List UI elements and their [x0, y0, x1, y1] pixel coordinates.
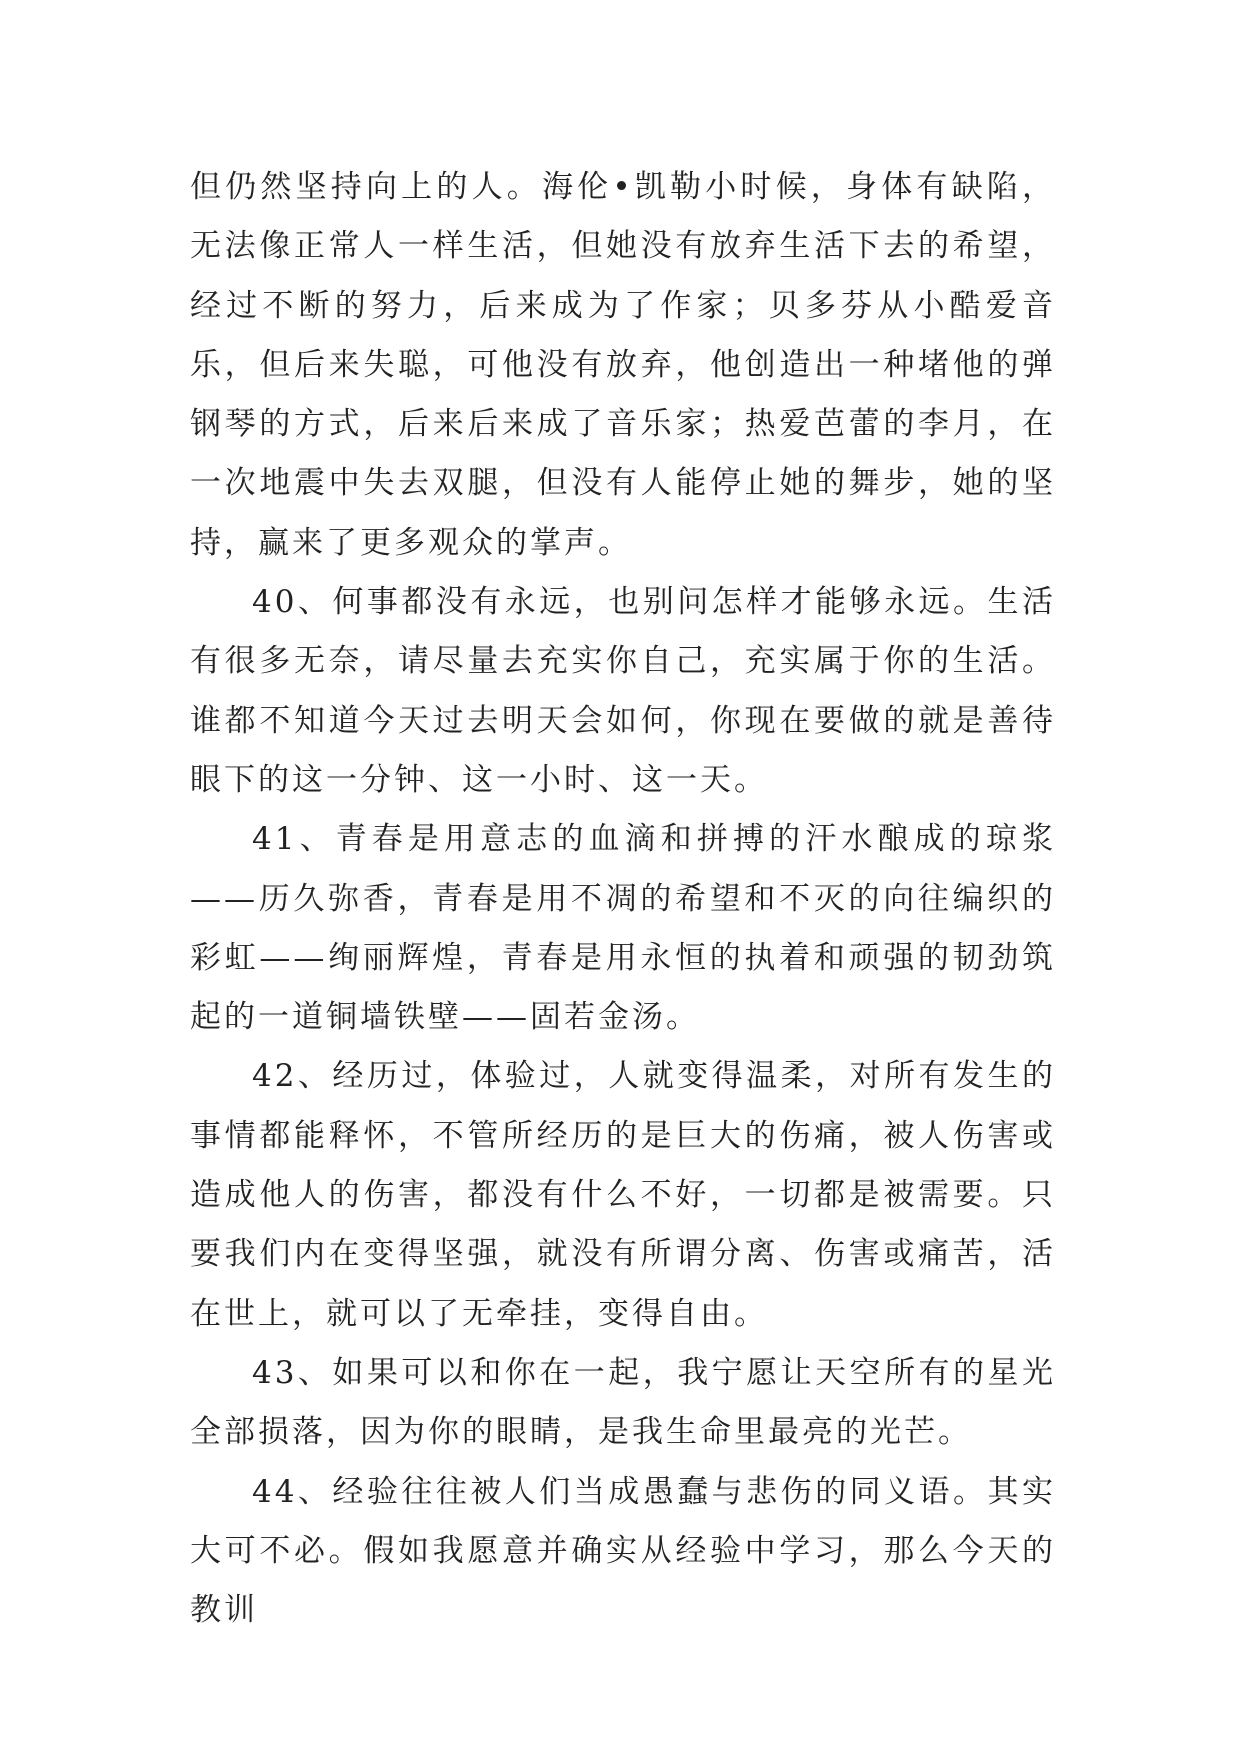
paragraph-44: 44、经验往往被人们当成愚蠢与悲伤的同义语。其实大可不必。假如我愿意并确实从经验中学习，那么今天的教训 [190, 1473, 1056, 1629]
paragraph-40: 40、何事都没有永远，也别问怎样才能够永远。生活有很多无奈，请尽量去充实你自己，充实属于你的生活。谁都不知道今天过去明天会如何，你现在要做的就是善待眼下的这一分钟、这一小时、这一天。 [190, 584, 1056, 798]
paragraph-43: 43、如果可以和你在一起，我宁愿让天空所有的星光全部损落，因为你的眼睛，是我生命里最亮的光芒。 [190, 1354, 1056, 1451]
paragraph-42: 42、经历过，体验过，人就变得温柔，对所有发生的事情都能释怀，不管所经历的是巨大的伤痛，被人伤害或造成他人的伤害，都没有什么不好，一切都是被需要。只要我们内在变得坚强，就没有所谓分离、伤害或痛苦，活在世上，就可以了无牵挂，变得自由。 [190, 1058, 1056, 1332]
paragraph-continued: 但仍然坚持向上的人。海伦•凯勒小时候，身体有缺陷，无法像正常人一样生活，但她没有放弃生活下去的希望，经过不断的努力，后来成为了作家；贝多芬从小酷爱音乐，但后来失聪，可他没有放弃，他创造出一种堵他的弹钢琴的方式，后来后来成了音乐家；热爱芭蕾的李月，在一次地震中失去双腿，但没有人能停止她的舞步，她的坚持，赢来了更多观众的掌声。 [190, 169, 1056, 561]
paragraph-41: 41、青春是用意志的血滴和拼搏的汗水酿成的琼浆——历久弥香，青春是用不凋的希望和不灭的向往编织的彩虹——绚丽辉煌，青春是用永恒的执着和顽强的韧劲筑起的一道铜墙铁壁——固若金汤。 [190, 821, 1056, 1036]
document-body [190, 158, 1056, 1640]
